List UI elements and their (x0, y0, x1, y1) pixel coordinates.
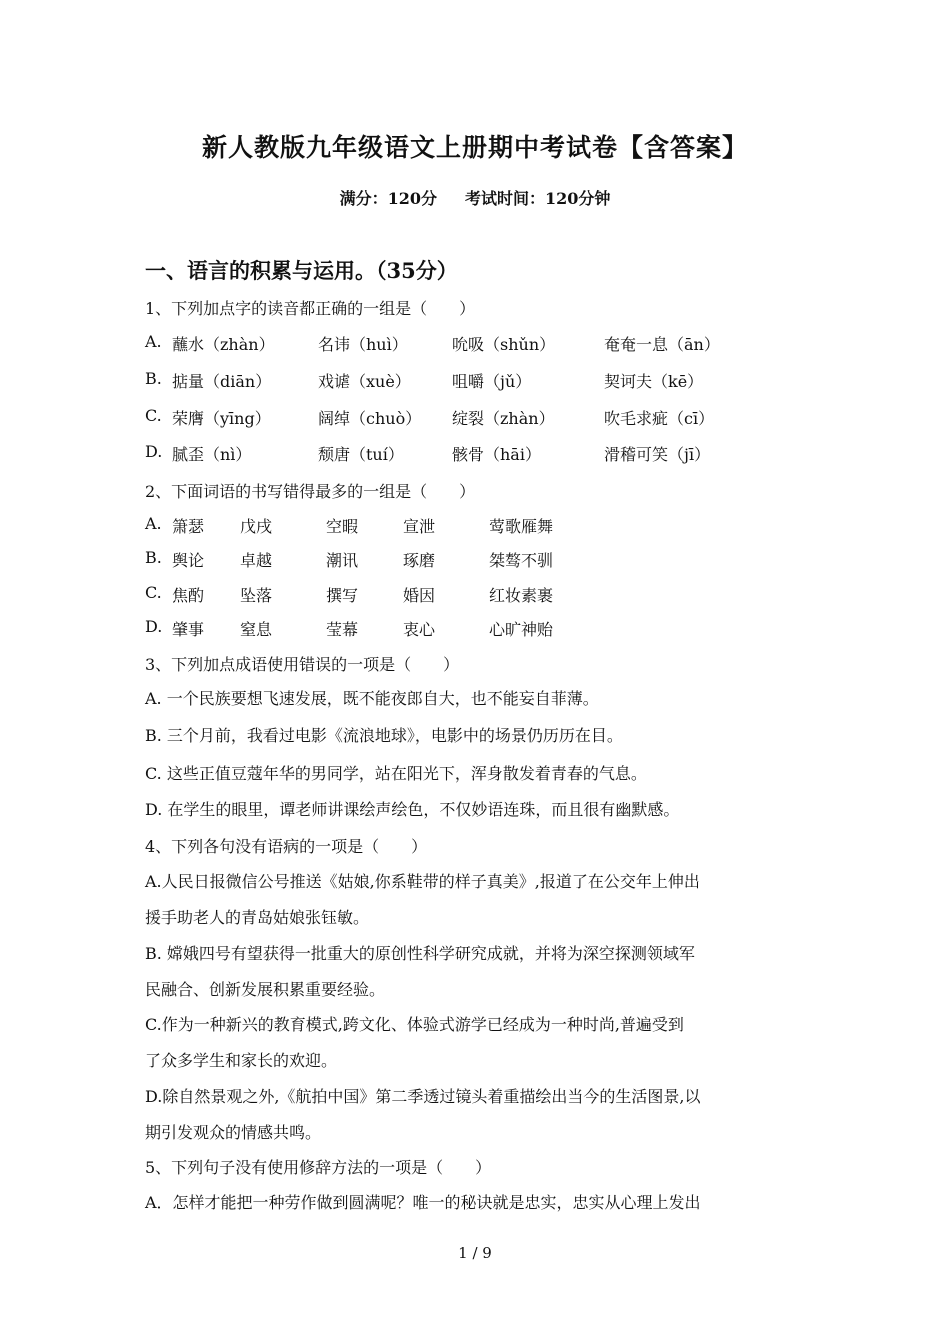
q2-word: 舆论 (172, 551, 205, 570)
q2-word: 莹幕 (326, 620, 359, 639)
q2-word: 焦酌 (172, 586, 205, 605)
q2-word: 衷心 (403, 620, 436, 639)
q2-word: 箫瑟 (172, 517, 205, 536)
q1-option-item: 名讳（huì） (318, 335, 408, 354)
q2-word: 潮讯 (326, 551, 359, 570)
q3-option-a: A. 一个民族要想飞速发展，既不能夜郎自大，也不能妄自菲薄。 (145, 689, 599, 708)
q2-word: 撰写 (326, 586, 359, 605)
q1-stem: 1、下列加点字的读音都正确的一组是（ ） (145, 299, 476, 318)
q2-word: 莺歌雁舞 (489, 517, 554, 536)
q1-option-label: D. (145, 442, 163, 461)
q1-option-item: 咀嚼（jǔ） (452, 372, 532, 391)
q1-option-item: 掂量（diān） (172, 372, 272, 391)
q2-word: 坠落 (240, 586, 273, 605)
q3-option-d: D. 在学生的眼里，谭老师讲课绘声绘色，不仅妙语连珠，而且很有幽默感。 (145, 800, 680, 819)
q2-option-label: A. (145, 514, 162, 533)
q1-option-item: 奄奄一息（ān） (604, 335, 720, 354)
q4-option-c-line1: C.作为一种新兴的教育模式,跨文化、体验式游学已经成为一种时尚,普遍受到 (145, 1015, 684, 1034)
q1-option-label: C. (145, 406, 162, 425)
q2-word: 心旷神贻 (489, 620, 554, 639)
q1-option-label: A. (145, 332, 162, 351)
q2-option-label: D. (145, 617, 163, 636)
q4-option-c-line2: 了众多学生和家长的欢迎。 (145, 1051, 338, 1070)
q2-word: 空暇 (326, 517, 359, 536)
exam-time: 考试时间：120分钟 (465, 189, 611, 208)
q2-word: 红妆素裹 (489, 586, 554, 605)
q5-option-a-line1: A．怎样才能把一种劳作做到圆满呢？唯一的秘诀就是忠实，忠实从心理上发出 (145, 1193, 701, 1212)
full-score: 满分：120分 (339, 189, 437, 208)
q1-option-item: 戏谑（xuè） (318, 372, 411, 391)
q4-option-b-line2: 民融合、创新发展积累重要经验。 (145, 980, 386, 999)
page-number: 1 / 9 (458, 1244, 492, 1262)
q4-option-d-line1: D.除自然景观之外,《航拍中国》第二季透过镜头着重描绘出当今的生活图景,以 (145, 1087, 701, 1106)
q1-option-label: B. (145, 369, 162, 388)
q2-stem: 2、下面词语的书写错得最多的一组是（ ） (145, 482, 476, 501)
q1-option-item: 契诃夫（kē） (604, 372, 704, 391)
q2-word: 肇事 (172, 620, 205, 639)
q2-option-label: B. (145, 548, 162, 567)
q1-option-item: 骸骨（hāi） (452, 445, 541, 464)
q2-word: 窒息 (240, 620, 273, 639)
q3-option-c: C. 这些正值豆蔻年华的男同学，站在阳光下，浑身散发着青春的气息。 (145, 764, 647, 783)
q1-option-item: 绽裂（zhàn） (452, 409, 555, 428)
q1-option-item: 吮吸（shǔn） (452, 335, 556, 354)
q1-option-item: 滑稽可笑（jī） (604, 445, 711, 464)
q1-option-item: 腻歪（nì） (172, 445, 252, 464)
q2-word: 桀骜不驯 (489, 551, 554, 570)
q1-option-item: 蘸水（zhàn） (172, 335, 275, 354)
q4-option-d-line2: 期引发观众的情感共鸣。 (145, 1123, 322, 1142)
exam-info (0, 186, 950, 209)
q3-stem: 3、下列加点成语使用错误的一项是（ ） (145, 655, 460, 674)
q2-word: 戊戌 (240, 517, 273, 536)
q4-option-b-line1: B. 嫦娥四号有望获得一批重大的原创性科学研究成就，并将为深空探测领域军 (145, 944, 695, 963)
q1-option-item: 吹毛求疵（cī） (604, 409, 715, 428)
q2-word: 婚因 (403, 586, 436, 605)
page-title: 新人教版九年级语文上册期中考试卷【含答案】 (201, 133, 748, 162)
section-heading: 一、语言的积累与运用。（35分） (145, 258, 458, 283)
q4-option-a-line2: 援手助老人的青岛姑娘张钰敏。 (145, 908, 370, 927)
q1-option-item: 颓唐（tuí） (318, 445, 404, 464)
q3-option-b: B. 三个月前，我看过电影《流浪地球》，电影中的场景仍历历在目。 (145, 726, 623, 745)
q4-option-a-line1: A.人民日报微信公号推送《姑娘,你系鞋带的样子真美》,报道了在公交年上伸出 (145, 872, 700, 891)
q2-word: 宣泄 (403, 517, 436, 536)
q5-stem: 5、下列句子没有使用修辞方法的一项是（ ） (145, 1158, 492, 1177)
q1-option-item: 阔绰（chuò） (318, 409, 422, 428)
q4-stem: 4、下列各句没有语病的一项是（ ） (145, 837, 428, 856)
q1-option-item: 荣膺（yīng） (172, 409, 271, 428)
q2-word: 琢磨 (403, 551, 436, 570)
q2-option-label: C. (145, 583, 162, 602)
q2-word: 卓越 (240, 551, 273, 570)
